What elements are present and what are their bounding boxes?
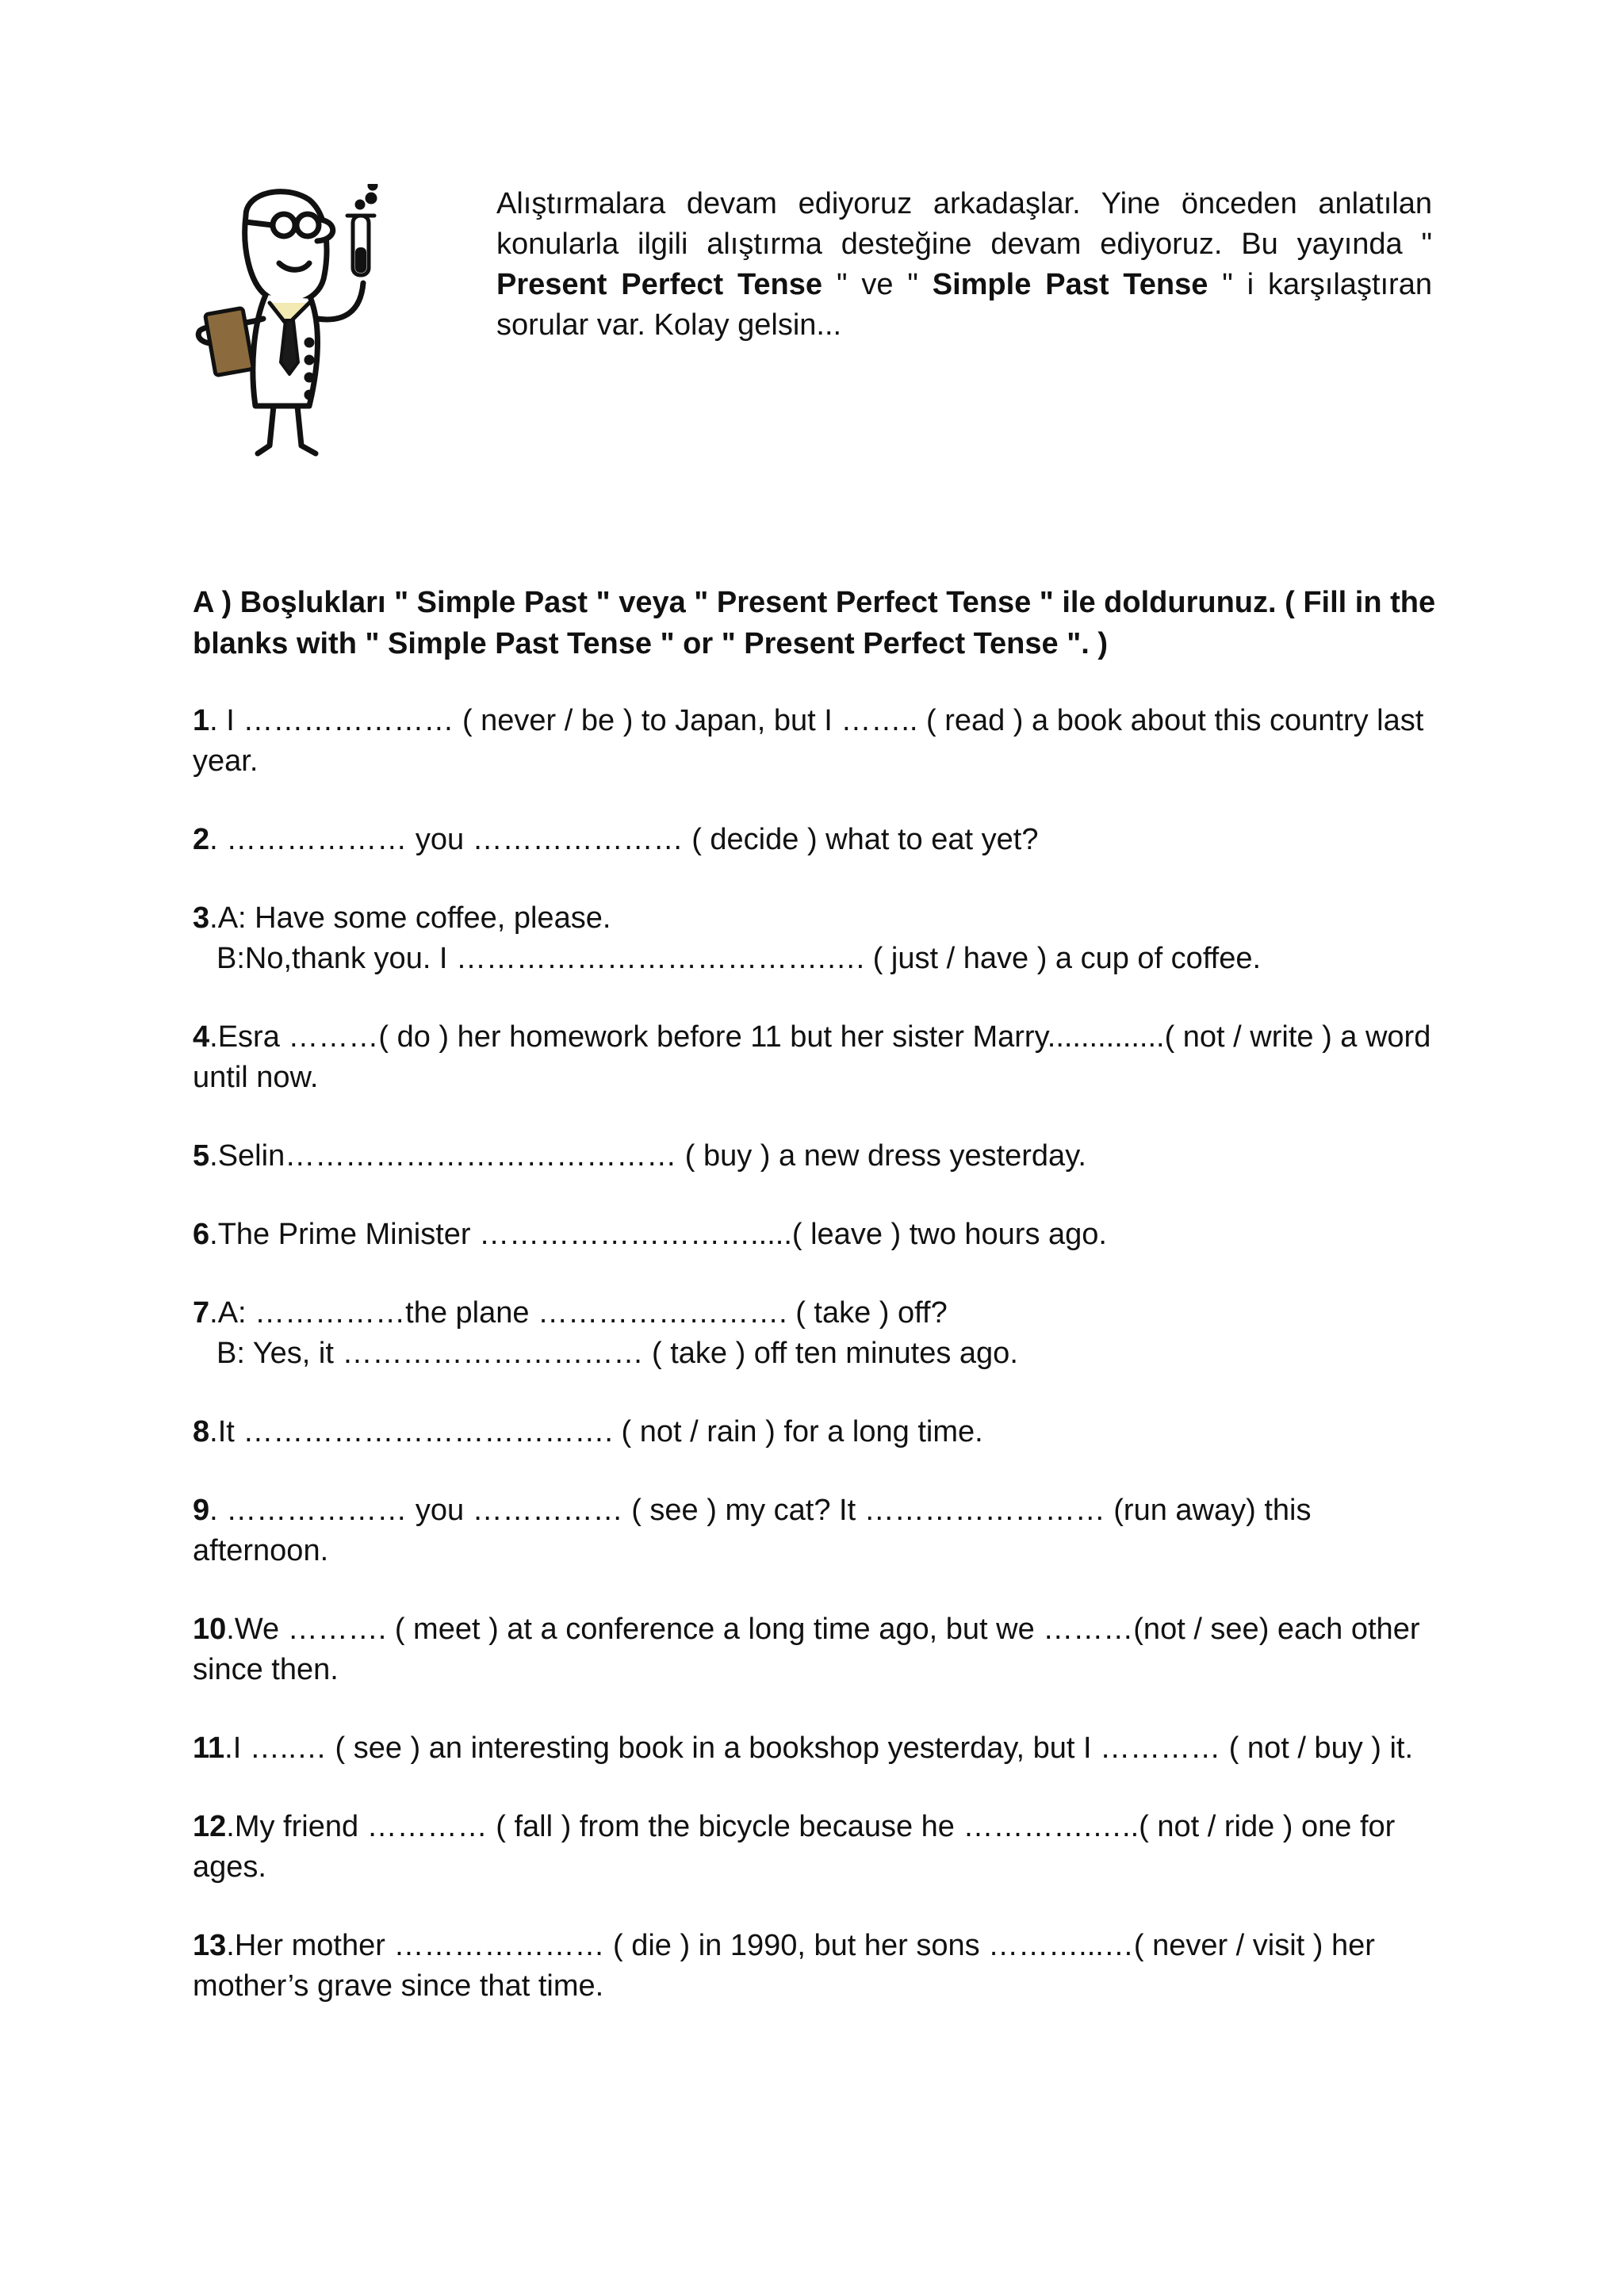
question-number-separator: .	[209, 823, 227, 856]
question-item	[193, 1293, 1446, 1374]
question-item	[193, 1017, 1446, 1098]
question-number-separator: .	[209, 1494, 227, 1527]
question-text: A: ……………the plane ……………………. ( take ) off?	[217, 1296, 948, 1330]
question-number: 5	[193, 1139, 210, 1173]
question-line	[193, 1334, 1446, 1374]
question-number: 10	[193, 1613, 227, 1646]
question-text: Esra ………( do ) her homework before 11 but her sister Marry..............( not / write ) a word until now.	[193, 1020, 1431, 1094]
question-text: ……………… you ………………… ( decide ) what to eat yet?	[226, 823, 1039, 856]
question-item	[193, 1926, 1446, 2007]
question-line	[193, 1609, 1446, 1690]
question-number-separator: .	[226, 1929, 235, 1962]
question-line	[193, 1136, 1446, 1177]
intro-text-mid: " ve "	[836, 268, 918, 301]
question-line	[193, 1807, 1446, 1888]
question-number: 11	[193, 1732, 225, 1765]
question-text: Selin………………………………… ( buy ) a new dress yesterday.	[217, 1139, 1086, 1173]
question-number: 3	[193, 901, 210, 935]
question-number-separator: .	[224, 1732, 233, 1765]
question-item	[193, 1215, 1446, 1255]
question-number: 12	[193, 1810, 227, 1843]
question-number-separator: .	[209, 1020, 218, 1054]
question-number: 1	[193, 704, 210, 737]
question-list	[193, 701, 1446, 2007]
section-a-instruction: A ) Boşlukları " Simple Past " veya " Present Perfect Tense " ile doldurunuz. ( Fill in the blanks with " Simple Past Tense " or " Present Perfect Tense ". )	[193, 586, 1436, 660]
question-line	[193, 701, 1446, 782]
intro-paragraph	[496, 184, 1432, 346]
intro-text-before: Alıştırmalara devam ediyoruz arkadaşlar. Yine önceden anlatılan konularla ilgili alıştırma desteğine devam ediyoruz. Bu yayında "	[496, 187, 1432, 261]
question-number: 8	[193, 1415, 210, 1448]
intro-text-after: " i karşılaştıran sorular var. Kolay gelsin...	[496, 268, 1432, 342]
question-number-separator: .	[226, 1810, 235, 1843]
question-number-separator: .	[209, 901, 218, 935]
question-line	[193, 1017, 1446, 1098]
question-number: 2	[193, 823, 210, 856]
question-line	[193, 898, 1446, 939]
question-text: Her mother ………………… ( die ) in 1990, but her sons ………...…( never / visit ) her mother’s grave since that time.	[193, 1929, 1375, 2003]
question-line	[193, 820, 1446, 860]
question-item	[193, 1136, 1446, 1177]
question-text: My friend ………… ( fall ) from the bicycle because he ………….…..( not / ride ) one for ages.	[193, 1810, 1396, 1884]
question-text: I ………………… ( never / be ) to Japan, but I …….. ( read ) a book about this country last year.	[193, 704, 1424, 778]
question-number: 9	[193, 1494, 210, 1527]
question-number: 4	[193, 1020, 210, 1054]
question-number-separator: .	[209, 1296, 218, 1330]
question-number-separator: .	[209, 1139, 218, 1173]
question-number: 6	[193, 1218, 210, 1251]
exercise-section-a	[193, 582, 1446, 2045]
question-number-separator: .	[209, 1415, 218, 1448]
intro-bold-simple-past: Simple Past Tense	[917, 268, 1223, 301]
question-number-separator: .	[226, 1613, 235, 1646]
question-line	[193, 1728, 1446, 1769]
question-text: It ………………………………. ( not / rain ) for a long time.	[217, 1415, 983, 1448]
intro-bold-present-perfect: Present Perfect Tense	[496, 268, 837, 301]
question-text: The Prime Minister ……………………….....( leave ) two hours ago.	[217, 1218, 1107, 1251]
question-number: 13	[193, 1929, 227, 1962]
question-line	[193, 1490, 1446, 1571]
question-item	[193, 1609, 1446, 1690]
scientist-with-test-tube-icon	[190, 184, 476, 461]
question-line	[193, 1412, 1446, 1452]
question-item	[193, 820, 1446, 860]
question-number-separator: .	[209, 704, 227, 737]
question-text: B:No,thank you. I ……………………………….…. ( just / have ) a cup of coffee.	[216, 942, 1262, 975]
question-text: A: Have some coffee, please.	[217, 901, 611, 935]
question-number-separator: .	[209, 1218, 218, 1251]
question-line	[193, 1926, 1446, 2007]
question-line	[193, 939, 1446, 979]
question-text: We ………. ( meet ) at a conference a long time ago, but we ………(not / see) each other since then.	[193, 1613, 1420, 1686]
question-item	[193, 1490, 1446, 1571]
question-text: ……………… you …………… ( see ) my cat? It …………………… (run away) this afternoon.	[193, 1494, 1312, 1567]
question-item	[193, 1728, 1446, 1769]
question-line	[193, 1293, 1446, 1334]
question-item	[193, 898, 1446, 979]
question-line	[193, 1215, 1446, 1255]
question-text: B: Yes, it ………………………… ( take ) off ten minutes ago.	[216, 1337, 1018, 1370]
question-number: 7	[193, 1296, 210, 1330]
question-text: I …..… ( see ) an interesting book in a bookshop yesterday, but I ………… ( not / buy ) it.	[232, 1732, 1414, 1765]
question-item	[193, 1807, 1446, 1888]
question-item	[193, 701, 1446, 782]
question-item	[193, 1412, 1446, 1452]
